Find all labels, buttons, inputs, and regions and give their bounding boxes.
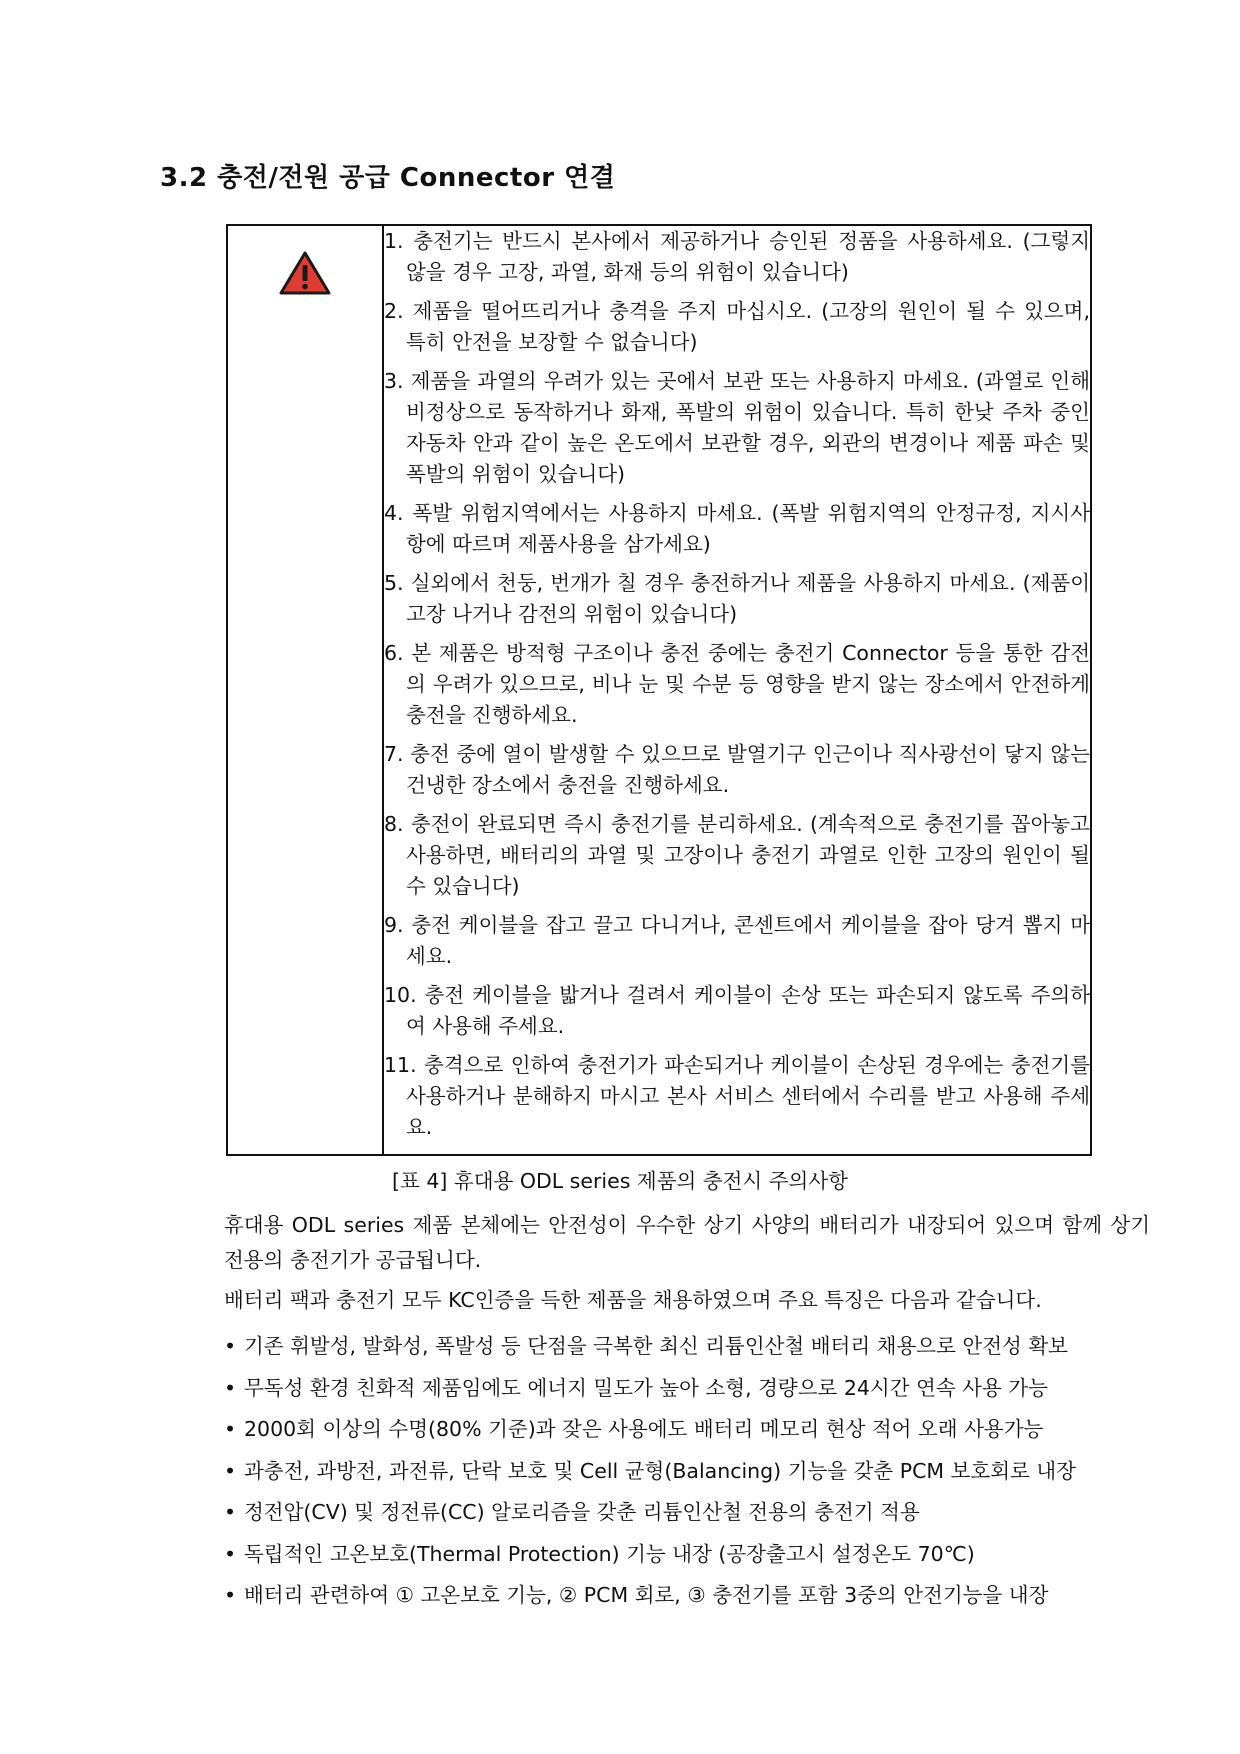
caution-item: 5. 실외에서 천둥, 번개가 칠 경우 충전하거나 제품을 사용하지 마세요. (제품이 고장 나거나 감전의 위험이 있습니다) <box>384 571 1090 626</box>
certification-paragraph: 배터리 팩과 충전기 모두 KC인증을 득한 제품을 채용하였으며 주요 특징은 다음과 같습니다. <box>224 1288 1042 1312</box>
feature-text: 2000회 이상의 수명(80% 기준)과 잦은 사용에도 배터리 메모리 현상 적어 오래 사용가능 <box>244 1417 1044 1441</box>
bullet-icon: • <box>224 1417 237 1441</box>
bullet-icon: • <box>224 1375 237 1400</box>
bullet-icon: • <box>224 1541 237 1566</box>
feature-text: 정전압(CV) 및 정전류(CC) 알로리즘을 갖춘 리튬인산철 전용의 충전기 적용 <box>244 1500 920 1524</box>
caution-text-cell <box>383 225 1091 1155</box>
caution-item: 6. 본 제품은 방적형 구조이나 충전 중에는 충전기 Connector 등을 통한 감전의 우려가 있으므로, 비나 눈 및 수분 등 영향을 받지 않는 장소에서 안전하게 충전을 진행하세요. <box>384 641 1090 727</box>
caution-icon-cell <box>227 225 383 1155</box>
caution-item: 7. 충전 중에 열이 발생할 수 있으므로 발열기구 인근이나 직사광선이 닿지 않는 건냉한 장소에서 충전을 진행하세요. <box>384 742 1090 797</box>
feature-text: 배터리 관련하여 ① 고온보호 기능, ② PCM 회로, ③ 충전기를 포함 3중의 안전기능을 내장 <box>244 1583 1049 1607</box>
feature-item <box>224 1326 1164 1368</box>
caution-item: 4. 폭발 위험지역에서는 사용하지 마세요. (폭발 위험지역의 안정규정, 지시사항에 따르며 제품사용을 삼가세요) <box>384 501 1090 556</box>
caution-item: 8. 충전이 완료되면 즉시 충전기를 분리하세요. (계속적으로 충전기를 꼽아놓고 사용하면, 배터리의 과열 및 고장이나 충전기 과열로 인한 고장의 원인이 될 수 있습니다) <box>384 812 1090 898</box>
feature-list <box>224 1326 1164 1617</box>
feature-text: 무독성 환경 친화적 제품임에도 에너지 밀도가 높아 소형, 경량으로 24시간 연속 사용 가능 <box>244 1375 1048 1400</box>
feature-text: 과충전, 과방전, 과전류, 단락 보호 및 Cell 균형(Balancing) 기능을 갖춘 PCM 보호회로 내장 <box>244 1458 1076 1483</box>
caution-list <box>384 226 1090 1143</box>
feature-item <box>224 1451 1164 1493</box>
caution-table <box>226 224 1092 1156</box>
feature-item <box>224 1492 1164 1534</box>
caution-item: 9. 충전 케이블을 잡고 끌고 다니거나, 콘센트에서 케이블을 잡아 당겨 뽑지 마세요. <box>384 913 1091 968</box>
section-title: 3.2 충전/전원 공급 Connector 연결 <box>160 163 616 193</box>
caution-item: 1. 충전기는 반드시 본사에서 제공하거나 승인된 정품을 사용하세요. (그렇지 않을 경우 고장, 과열, 화재 등의 위험이 있습니다) <box>384 229 1090 284</box>
feature-text: 기존 휘발성, 발화성, 폭발성 등 단점을 극복한 최신 리튬인산철 배터리 채용으로 안전성 확보 <box>244 1334 1068 1358</box>
feature-item <box>224 1575 1164 1617</box>
caution-item: 3. 제품을 과열의 우려가 있는 곳에서 보관 또는 사용하지 마세요. (과열로 인해 비정상으로 동작하거나 화재, 폭발의 위험이 있습니다. 특히 한낮 주차 중인 자동차 안과 같이 높은 온도에서 보관할 경우, 외관의 변경이나 제품 파손 및 폭발의 위험이 있습니다) <box>384 369 1090 486</box>
warning-triangle-icon <box>279 250 331 296</box>
feature-item <box>224 1409 1164 1451</box>
feature-item <box>224 1534 1164 1576</box>
bullet-icon: • <box>224 1583 237 1607</box>
feature-text: 독립적인 고온보호(Thermal Protection) 기능 내장 (공장출고시 설정온도 70℃) <box>244 1541 975 1566</box>
feature-item <box>224 1368 1164 1410</box>
table-caption: [표 4] 휴대용 ODL series 제품의 충전시 주의사항 <box>392 1169 848 1193</box>
caution-item: 10. 충전 케이블을 밟거나 걸려서 케이블이 손상 또는 파손되지 않도록 주의하여 사용해 주세요. <box>384 983 1090 1038</box>
caution-item: 2. 제품을 떨어뜨리거나 충격을 주지 마십시오. (고장의 원인이 될 수 있으며, 특히 안전을 보장할 수 없습니다) <box>384 299 1090 354</box>
bullet-icon: • <box>224 1334 237 1358</box>
intro-paragraph: 휴대용 ODL series 제품 본체에는 안전성이 우수한 상기 사양의 배터리가 내장되어 있으며 함께 상기 전용의 충전기가 공급됩니다. <box>224 1213 1150 1272</box>
bullet-icon: • <box>224 1500 237 1524</box>
bullet-icon: • <box>224 1458 237 1483</box>
caution-item: 11. 충격으로 인하여 충전기가 파손되거나 케이블이 손상된 경우에는 충전기를 사용하거나 분해하지 마시고 본사 서비스 센터에서 수리를 받고 사용해 주세요. <box>384 1053 1090 1139</box>
